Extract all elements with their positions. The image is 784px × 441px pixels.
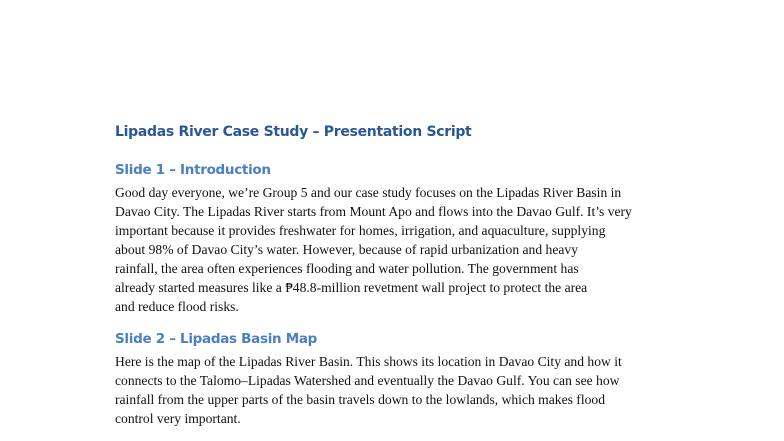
paragraph-line: control very important. — [115, 411, 241, 426]
paragraph-line: and reduce flood risks. — [115, 299, 239, 314]
paragraph-line: about 98% of Davao City’s water. However, because of rapid urbanization and heavy — [115, 242, 578, 257]
paragraph-line: rainfall from the upper parts of the basin travels down to the lowlands, which makes flood — [115, 392, 606, 407]
paragraph-line: Good day everyone, we’re Group 5 and our case study focuses on the Lipadas River Basin in — [115, 185, 622, 200]
section-heading: Slide 1 – Introduction — [115, 162, 271, 178]
paragraph-line: Davao City. The Lipadas River starts from Mount Apo and flows into the Davao Gulf. It’s very — [115, 204, 632, 219]
paragraph-line: connects to the Talomo–Lipadas Watershed and eventually the Davao Gulf. You can see how — [115, 373, 620, 388]
paragraph-line: already started measures like a ₱48.8-million revetment wall project to protect the area — [115, 280, 588, 295]
paragraph-line: important because it provides freshwater for homes, irrigation, and aquaculture, supplying — [115, 223, 606, 238]
document-title: Lipadas River Case Study – Presentation Script — [115, 124, 472, 140]
section-heading: Slide 2 – Lipadas Basin Map — [115, 331, 318, 347]
paragraph-line: Here is the map of the Lipadas River Basin. This shows its location in Davao City and how it — [115, 354, 622, 369]
paragraph-line: rainfall, the area often experiences flooding and water pollution. The government has — [115, 261, 579, 276]
